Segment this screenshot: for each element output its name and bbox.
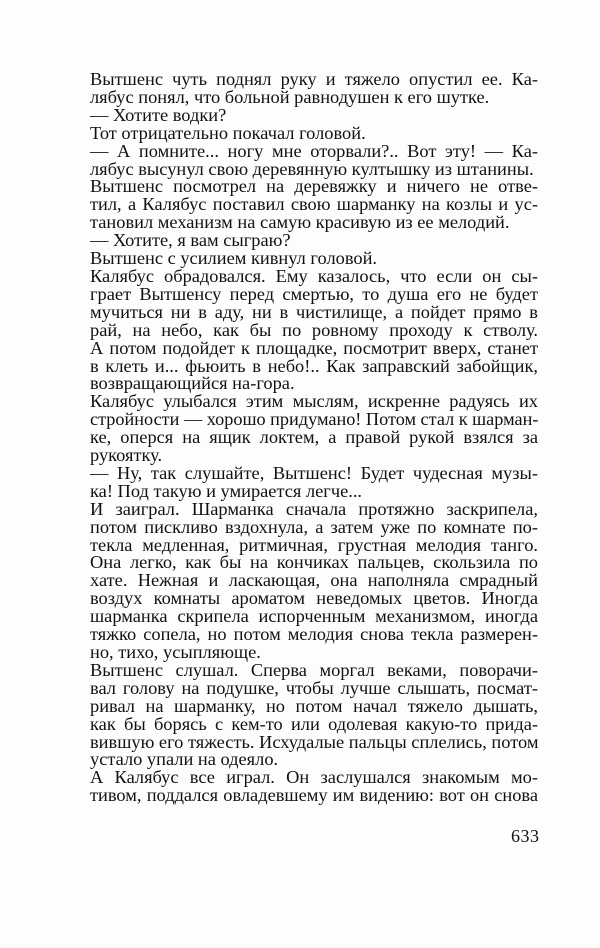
text-line: Калябус улыбался этим мыслям, искренне радуясь их <box>90 391 538 412</box>
text-line: И заиграл. Шарманка сначала протяжно заскрипела, <box>90 498 538 519</box>
text-line: тивом, поддался овладевшему им видению: вот он снова <box>90 785 538 806</box>
text-line: возвращающийся на-гора. <box>90 373 295 394</box>
text-line: Калябус обрадовался. Ему казалось, что если он сы- <box>90 265 538 286</box>
text-line: — А помните... ногу мне оторвали?.. Вот эту! — Ка- <box>90 140 538 161</box>
text-line: Вытшенс посмотрел на деревяжку и ничего не отве- <box>90 176 538 197</box>
text-line: Вытшенс слушал. Сперва моргал веками, поворачи- <box>90 659 538 680</box>
text-line: рай, на небо, как бы по ровному проходу к стволу. <box>90 319 538 340</box>
text-line: А потом подойдет к площадке, посмотрит вверх, станет <box>90 337 538 358</box>
text-line: — Хотите водки? <box>90 104 227 125</box>
text-line: тил, а Калябус поставил свою шарманку на козлы и ус- <box>90 194 538 215</box>
text-line: но, тихо, усыпляюще. <box>90 642 261 662</box>
text-line: Она легко, как бы на кончиках пальцев, скользила по <box>90 552 538 573</box>
text-line: А Калябус все играл. Он заслушался знакомым мо- <box>90 767 538 788</box>
text-line: текла медленная, ритмичная, грустная мелодия танго. <box>90 534 538 555</box>
text-line: ка! Под такую и умирается легче... <box>90 480 363 501</box>
text-line: шарманка скрипела испорченным механизмом, иногда <box>90 606 538 627</box>
page-number: 633 <box>511 826 540 846</box>
text-line: рукоятку. <box>90 445 163 466</box>
text-line: лябус понял, что больной равнодушен к его шутке. <box>90 86 490 107</box>
text-line: грает Вытшенсу перед смертью, то душа его не будет <box>90 283 538 304</box>
text-line: хате. Нежная и ласкающая, она наполняла смрадный <box>90 570 538 591</box>
text-line: — Хотите, я вам сыграю? <box>90 230 291 251</box>
text-line: Тот отрицательно покачал головой. <box>90 122 366 143</box>
text-line: стройности — хорошо придумано! Потом стал к шарман- <box>90 409 539 430</box>
text-line: Вытшенс чуть поднял руку и тяжело опустил ее. Ка- <box>90 69 538 89</box>
text-line: тановил механизм на самую красивую из ее мелодий. <box>90 212 510 233</box>
text-line: воздух комнаты ароматом неведомых цветов. Иногда <box>90 588 538 609</box>
body-text <box>90 71 538 805</box>
text-line: лябус высунул свою деревянную култышку из штанины. <box>90 158 534 179</box>
text-line: вал голову на подушке, чтобы лучше слышать, посмат- <box>90 677 538 698</box>
text-line: устало упали на одеяло. <box>90 749 279 770</box>
text-line: — Ну, так слушайте, Вытшенс! Будет чудесная музы- <box>90 462 538 483</box>
text-line: тяжко сопела, но потом мелодия снова текла размерен- <box>90 624 538 645</box>
text-line: Вытшенс с усилием кивнул головой. <box>90 248 378 269</box>
text-line: потом пискливо вздохнула, а затем уже по комнате по- <box>90 516 538 537</box>
text-line: мучиться ни в аду, ни в чистилище, а пойдет прямо в <box>90 301 538 322</box>
text-line: как бы борясь с кем-то или одолевая какую-то прида- <box>90 713 538 734</box>
text-line: в клеть и... фьюить в небо!.. Как заправский забойщик, <box>90 355 538 376</box>
text-line: вившую его тяжесть. Исхудалые пальцы сплелись, потом <box>90 731 539 752</box>
text-line: ривал на шарманку, но потом начал тяжело дышать, <box>90 695 538 716</box>
text-line: ке, оперся на ящик локтем, а правой рукой взялся за <box>90 427 538 448</box>
